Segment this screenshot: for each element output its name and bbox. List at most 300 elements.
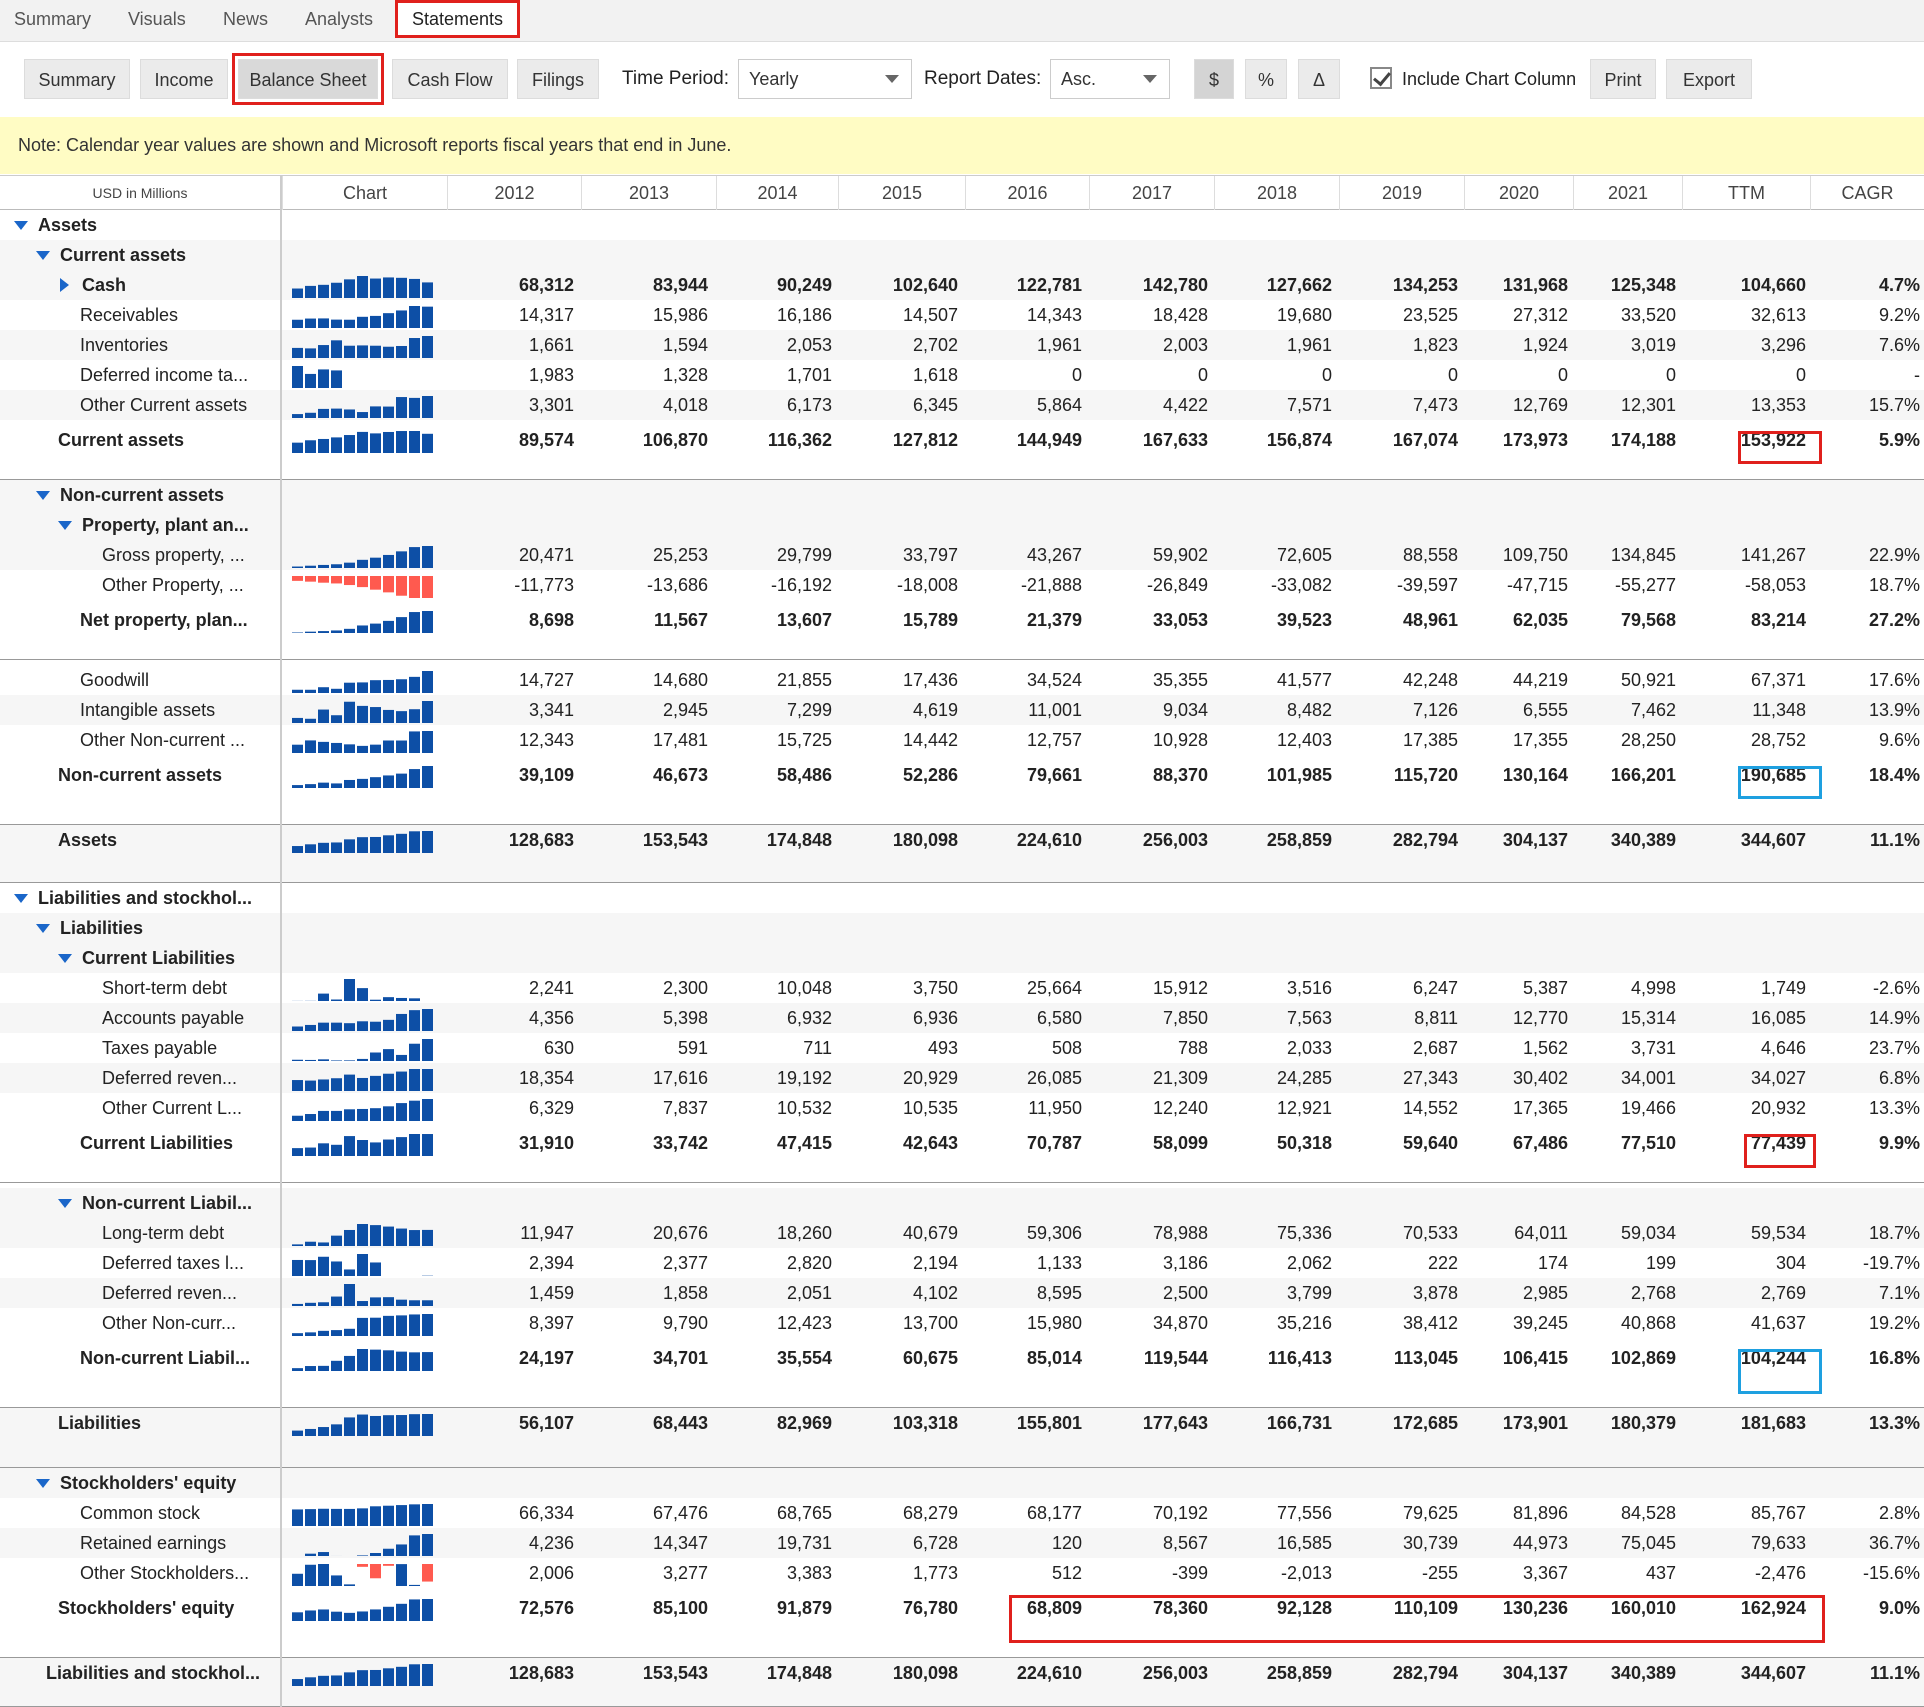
caret-right-icon[interactable] (60, 278, 69, 292)
sparkline-bar (383, 1607, 394, 1621)
table-row (0, 1248, 1924, 1278)
table-cell: 3,383 (786, 1563, 832, 1583)
row-label: Deferred income ta... (80, 365, 249, 385)
table-cell: 11,348 (1752, 700, 1806, 720)
sparkline-bar (344, 1329, 355, 1336)
row-label: Liabilities and stockhol... (46, 1663, 261, 1683)
table-cell: 160,010 (1610, 1598, 1676, 1618)
table-cell: 8,397 (528, 1313, 574, 1333)
sparkline-bar (357, 1059, 368, 1061)
nav-tab-visuals[interactable]: Visuals (128, 9, 186, 29)
sparkline-bar (370, 433, 381, 453)
table-cell: 12,301 (1620, 395, 1676, 415)
sparkline-bar (331, 630, 342, 633)
sparkline-bar (396, 1564, 407, 1586)
column-header-2014[interactable]: 2014 (716, 176, 838, 210)
chevron-down-icon (1143, 75, 1157, 83)
row-label: Other Non-current ... (80, 730, 246, 750)
table-cell: 131,968 (1502, 275, 1568, 295)
sparkline-bar (318, 285, 329, 298)
table-cell: 256,003 (1142, 830, 1208, 850)
sparkline-chart (292, 1252, 436, 1276)
nav-tab-analysts[interactable]: Analysts (305, 9, 374, 29)
sparkline-bar (292, 348, 303, 358)
sparkline-bar (292, 1574, 303, 1586)
sparkline-bar (344, 629, 355, 633)
caret-down-icon[interactable] (58, 1199, 72, 1208)
sparkline-bar (357, 1109, 368, 1121)
table-cell: 166,731 (1266, 1413, 1332, 1433)
table-cell: 1,562 (1522, 1038, 1568, 1058)
statement-filings-button[interactable]: Filings (517, 59, 599, 99)
sparkline-bar (383, 621, 394, 633)
table-row (0, 760, 1924, 825)
sparkline-bar (305, 1677, 316, 1686)
table-cell: 2,062 (1286, 1253, 1332, 1273)
table-cell: 106,415 (1502, 1348, 1568, 1368)
table-cell: 102,869 (1610, 1348, 1676, 1368)
sparkline-bar (292, 846, 303, 853)
sparkline-bar (318, 687, 329, 693)
time-period-select[interactable] (738, 59, 912, 99)
table-cell: 127,662 (1266, 275, 1332, 295)
table-cell: 19,192 (776, 1068, 832, 1088)
sparkline-bar (409, 1504, 420, 1526)
sparkline-bar (318, 710, 329, 723)
row-label: Assets (38, 215, 98, 235)
table-cell: 2,053 (786, 335, 832, 355)
table-cell: 17,616 (652, 1068, 708, 1088)
column-header-2015[interactable]: 2015 (838, 176, 965, 210)
sparkline-bar (344, 1613, 355, 1621)
sparkline-bar (383, 1106, 394, 1121)
sparkline-bar (318, 1302, 329, 1306)
sparkline-bar (331, 1575, 342, 1586)
sparkline-bar (318, 994, 329, 1001)
sparkline-bar (318, 409, 329, 418)
table-cell: 6,728 (912, 1533, 958, 1553)
sparkline-bar (422, 1009, 433, 1031)
table-cell: 70,787 (1026, 1133, 1082, 1153)
table-row (0, 1308, 1924, 1338)
column-header-2013[interactable]: 2013 (581, 176, 716, 210)
table-cell: 7,571 (1286, 395, 1332, 415)
sparkline-bar (331, 1509, 342, 1526)
table-cell: 64,011 (1514, 1223, 1568, 1243)
table-cell: 3,516 (1286, 978, 1332, 998)
table-cell: 116,413 (1267, 1348, 1332, 1368)
table-cell: 142,780 (1142, 275, 1208, 295)
include-chart-checkbox[interactable] (1370, 67, 1392, 89)
table-cell: 14.9% (1868, 1008, 1920, 1028)
column-header-cagr[interactable]: CAGR (1810, 176, 1924, 210)
table-cell: 75,045 (1620, 1533, 1676, 1553)
row-label: Deferred reven... (102, 1283, 238, 1303)
sparkline-bar (370, 1553, 381, 1556)
report-dates-label: Report Dates: (924, 68, 1042, 89)
caret-down-icon[interactable] (36, 924, 50, 933)
sparkline-bar (370, 1416, 381, 1436)
column-header-ttm[interactable]: TTM (1682, 176, 1810, 210)
table-cell: 14,343 (1026, 305, 1082, 325)
table-cell: 11,947 (520, 1223, 574, 1243)
table-cell: 101,985 (1266, 765, 1332, 785)
caret-down-icon[interactable] (58, 954, 72, 963)
sparkline-bar (318, 1079, 329, 1091)
table-cell: 7,126 (1412, 700, 1458, 720)
sparkline-bar (331, 1145, 342, 1156)
table-cell: 8,567 (1162, 1533, 1208, 1553)
table-cell: 47,415 (776, 1133, 832, 1153)
sparkline-bar (344, 1356, 355, 1371)
table-cell: 91,879 (776, 1598, 832, 1618)
sparkline-bar (409, 1535, 420, 1556)
table-cell: 9.0% (1878, 1598, 1920, 1618)
caret-down-icon[interactable] (58, 521, 72, 530)
table-cell: 167,633 (1142, 430, 1208, 450)
row-label: Deferred reven... (102, 1068, 238, 1088)
table-cell: 174,848 (766, 1663, 832, 1683)
sparkline-bar (396, 774, 407, 788)
table-cell: 60,675 (902, 1348, 958, 1368)
table-row[interactable] (0, 270, 1924, 300)
sparkline-chart (292, 977, 436, 1001)
sparkline-bar (357, 317, 368, 328)
table-cell: 2,033 (1286, 1038, 1332, 1058)
units-dollar-button[interactable]: $ (1194, 59, 1234, 99)
row-label: Net property, plan... (80, 610, 248, 630)
sparkline-bar (318, 1059, 329, 1061)
sparkline-bar (331, 783, 342, 788)
sparkline-bar (357, 432, 368, 453)
row-label: Cash (82, 275, 127, 295)
row-label: Non-current Liabil... (82, 1193, 253, 1213)
table-cell: 34,701 (652, 1348, 708, 1368)
sparkline-bar (318, 1257, 329, 1276)
table-cell: -33,082 (1270, 575, 1332, 595)
table-cell: 20,471 (518, 545, 574, 565)
sparkline-bar (305, 1025, 316, 1031)
table-cell: 11.1% (1869, 830, 1920, 850)
sparkline-bar (318, 576, 329, 583)
table-cell: -21,888 (1020, 575, 1082, 595)
table-cell: 77,556 (1276, 1503, 1332, 1523)
table-cell: 2,820 (786, 1253, 832, 1273)
sparkline-bar (422, 1564, 433, 1582)
table-cell: 1,328 (662, 365, 708, 385)
table-cell: 17,355 (1512, 730, 1568, 750)
table-row (0, 1658, 1924, 1707)
table-cell: 141,267 (1740, 545, 1806, 565)
table-cell: 77,510 (1620, 1133, 1676, 1153)
table-row (0, 1128, 1924, 1183)
sparkline-bar (396, 551, 407, 568)
sparkline-chart (292, 334, 436, 358)
table-cell: 34,027 (1750, 1068, 1806, 1088)
table-cell: -2,476 (1754, 1563, 1806, 1583)
sparkline-bar (383, 710, 394, 723)
table-cell: 9.2% (1878, 305, 1920, 325)
sparkline-chart (292, 764, 436, 788)
table-cell: 1,823 (1412, 335, 1458, 355)
sparkline-bar (383, 347, 394, 358)
row-label: Assets (58, 830, 118, 850)
sparkline-bar (409, 998, 420, 1001)
sparkline-bar (396, 998, 407, 1001)
sparkline-bar (396, 1055, 407, 1061)
sparkline-bar (422, 671, 433, 693)
table-section-row[interactable] (0, 883, 1924, 913)
sparkline-bar (409, 1314, 420, 1336)
table-cell: 43,267 (1026, 545, 1082, 565)
table-cell: 17,365 (1512, 1098, 1568, 1118)
sparkline-bar (409, 1414, 420, 1436)
export-button[interactable]: Export (1666, 59, 1752, 99)
sparkline-bar (422, 1069, 433, 1091)
table-cell: 23,525 (1402, 305, 1458, 325)
units-delta-button[interactable]: Δ (1298, 59, 1340, 99)
row-label: Other Property, ... (102, 575, 244, 595)
column-header-2019[interactable]: 2019 (1339, 176, 1464, 210)
units-percent-button[interactable]: % (1245, 59, 1287, 99)
table-row (0, 1558, 1924, 1588)
sparkline-bar (409, 1300, 420, 1306)
sparkline-bar (357, 1349, 368, 1371)
column-header-2017[interactable]: 2017 (1089, 176, 1214, 210)
column-header-2018[interactable]: 2018 (1214, 176, 1339, 210)
table-cell: 17,385 (1402, 730, 1458, 750)
table-cell: 34,870 (1152, 1313, 1208, 1333)
table-cell: 1,983 (528, 365, 574, 385)
table-cell: 1,961 (1036, 335, 1082, 355)
sparkline-bar (396, 397, 407, 418)
sparkline-bar (383, 680, 394, 693)
table-cell: 82,969 (776, 1413, 832, 1433)
statement-balance-sheet-button[interactable]: Balance Sheet (238, 59, 378, 99)
sparkline-bar (422, 1504, 433, 1526)
table-cell: 85,100 (652, 1598, 708, 1618)
table-cell: 16,585 (1276, 1533, 1332, 1553)
table-section-row[interactable] (0, 240, 1924, 270)
table-cell: 1,924 (1522, 335, 1568, 355)
table-cell: 33,797 (902, 545, 958, 565)
table-cell: 5,398 (662, 1008, 708, 1028)
table-cell: 20,929 (902, 1068, 958, 1088)
sparkline-bar (370, 1000, 381, 1001)
table-cell: 1,459 (528, 1283, 574, 1303)
table-cell: 14,317 (518, 305, 574, 325)
table-cell: 162,924 (1740, 1598, 1806, 1618)
sparkline-bar (344, 279, 355, 298)
sparkline-bar (396, 576, 407, 596)
row-label: Deferred taxes l... (102, 1253, 245, 1273)
caret-down-icon[interactable] (36, 491, 50, 500)
sparkline-bar (344, 1023, 355, 1031)
sparkline-bar (383, 1227, 394, 1246)
nav-tab-statements[interactable]: Statements (395, 0, 520, 38)
statement-cash-flow-button[interactable]: Cash Flow (392, 59, 508, 99)
table-row (0, 570, 1924, 600)
sparkline-bar (318, 1331, 329, 1336)
sparkline-bar (409, 709, 420, 723)
caret-down-icon[interactable] (36, 1479, 50, 1488)
table-cell: 15,912 (1152, 978, 1208, 998)
table-section-row[interactable] (0, 943, 1924, 973)
table-cell: 5,387 (1522, 978, 1568, 998)
sparkline-bar (357, 706, 368, 723)
balance-sheet-table (0, 175, 1924, 1707)
include-chart-label[interactable]: Include Chart Column (1402, 69, 1577, 89)
table-cell: 50,921 (1620, 670, 1676, 690)
table-cell: 38,412 (1402, 1313, 1458, 1333)
table-cell: 172,685 (1392, 1413, 1458, 1433)
statement-summary-button[interactable]: Summary (24, 59, 130, 99)
table-cell: 4,356 (528, 1008, 574, 1028)
row-label: Liabilities (60, 918, 144, 938)
sparkline-bar (396, 834, 407, 853)
table-row (0, 360, 1924, 390)
highlight-current-liabilities-ttm (1744, 1134, 1816, 1168)
table-cell: 40,868 (1620, 1313, 1676, 1333)
table-cell: 224,610 (1016, 830, 1082, 850)
sparkline-bar (422, 336, 433, 358)
table-cell: 79,625 (1402, 1503, 1458, 1523)
sparkline-bar (409, 1352, 420, 1371)
sparkline-chart (292, 1067, 436, 1091)
table-cell: 11,567 (653, 610, 708, 630)
table-cell: 59,640 (1402, 1133, 1458, 1153)
table-section-row[interactable] (0, 1188, 1924, 1218)
table-cell: 30,402 (1512, 1068, 1568, 1088)
sparkline-bar (331, 340, 342, 358)
sparkline-chart (292, 574, 436, 598)
table-cell: 1,749 (1760, 978, 1806, 998)
table-cell: 788 (1177, 1038, 1208, 1058)
sparkline-bar (409, 338, 420, 358)
column-header-2012[interactable]: 2012 (447, 176, 581, 210)
table-cell: 1,961 (1286, 335, 1332, 355)
table-cell: 3,296 (1760, 335, 1806, 355)
sparkline-bar (344, 744, 355, 753)
column-header-2021[interactable]: 2021 (1573, 176, 1682, 210)
sparkline-bar (305, 719, 316, 723)
table-cell: 282,794 (1392, 1663, 1458, 1683)
sparkline-bar (305, 740, 316, 753)
sparkline-chart (292, 1412, 436, 1436)
sparkline-bar (409, 1010, 420, 1031)
table-cell: 46,673 (652, 765, 708, 785)
table-cell: 15,986 (652, 305, 708, 325)
table-header (0, 175, 1924, 210)
table-cell: 21,855 (776, 670, 832, 690)
table-section-row[interactable] (0, 510, 1924, 540)
sparkline-bar (331, 370, 342, 388)
table-cell: 67,486 (1512, 1133, 1568, 1153)
sparkline-bar (396, 1544, 407, 1556)
sparkline-bar (292, 1060, 303, 1061)
table-cell: 0 (1447, 365, 1458, 385)
table-cell: 116,362 (767, 430, 832, 450)
table-cell: 83,944 (652, 275, 708, 295)
sparkline-bar (318, 631, 329, 633)
table-cell: 256,003 (1142, 1663, 1208, 1683)
table-cell: 9.9% (1878, 1133, 1920, 1153)
table-cell: 62,035 (1512, 610, 1568, 630)
sparkline-bar (383, 1049, 394, 1061)
sparkline-bar (305, 1260, 316, 1276)
table-cell: 17,481 (652, 730, 708, 750)
column-header-2020[interactable]: 2020 (1464, 176, 1573, 210)
table-row (0, 1408, 1924, 1468)
table-cell: 15.7% (1868, 395, 1920, 415)
table-row (0, 1343, 1924, 1408)
row-label: Long-term debt (102, 1223, 225, 1243)
table-section-row[interactable] (0, 1468, 1924, 1498)
sparkline-bar (357, 682, 368, 693)
sparkline-bar (357, 1078, 368, 1091)
sparkline-bar (383, 1350, 394, 1371)
sparkline-bar (409, 431, 420, 453)
column-header-2016[interactable]: 2016 (965, 176, 1089, 210)
caret-down-icon[interactable] (14, 221, 28, 230)
row-label: Intangible assets (80, 700, 216, 720)
table-cell: 0 (1557, 365, 1568, 385)
table-cell: 8,811 (1414, 1008, 1458, 1028)
table-cell: 68,443 (652, 1413, 708, 1433)
table-cell: 130,236 (1502, 1598, 1568, 1618)
sparkline-bar (422, 1300, 433, 1306)
table-cell: 22.9% (1868, 545, 1920, 565)
table-cell: 258,859 (1266, 830, 1332, 850)
sparkline-bar (331, 1060, 342, 1061)
print-button[interactable]: Print (1590, 59, 1656, 99)
sparkline-bar (318, 1023, 329, 1031)
table-cell: 2,769 (1760, 1283, 1806, 1303)
sparkline-bar (396, 1604, 407, 1621)
sparkline-bar (409, 279, 420, 298)
table-section-row[interactable] (0, 913, 1924, 943)
table-section-row[interactable] (0, 210, 1924, 240)
nav-tab-summary[interactable]: Summary (14, 9, 92, 29)
table-cell: 9,034 (1162, 700, 1208, 720)
statement-income-button[interactable]: Income (140, 59, 228, 99)
table-cell: 88,558 (1402, 545, 1458, 565)
table-cell: 173,901 (1502, 1413, 1568, 1433)
sparkline-bar (318, 1676, 329, 1686)
table-cell: 75,336 (1276, 1223, 1332, 1243)
table-section-row[interactable] (0, 480, 1924, 510)
sparkline-bar (396, 1505, 407, 1526)
table-cell: 258,859 (1266, 1663, 1332, 1683)
table-cell: 344,607 (1740, 830, 1806, 850)
sparkline-bar (305, 319, 316, 328)
sparkline-bar (396, 346, 407, 358)
table-cell: 33,520 (1620, 305, 1676, 325)
nav-tab-news[interactable]: News (223, 9, 269, 29)
sparkline-bar (357, 1555, 368, 1556)
sparkline-bar (331, 1424, 342, 1436)
table-row (0, 1498, 1924, 1528)
caret-down-icon[interactable] (36, 251, 50, 260)
caret-down-icon[interactable] (14, 894, 28, 903)
row-label: Common stock (80, 1503, 201, 1523)
report-dates-select[interactable] (1050, 59, 1170, 99)
sparkline-bar (331, 1297, 342, 1306)
sparkline-bar (305, 1081, 316, 1091)
report-dates-value: Asc. (1061, 69, 1097, 89)
sparkline-bar (370, 1350, 381, 1371)
sparkline-bar (357, 345, 368, 358)
